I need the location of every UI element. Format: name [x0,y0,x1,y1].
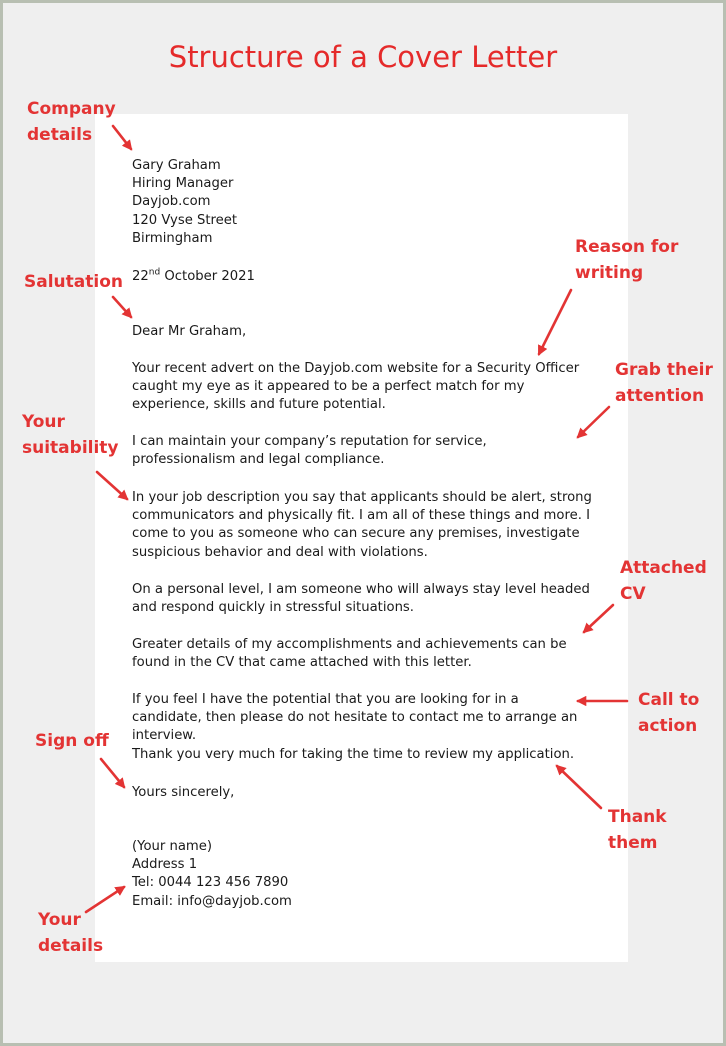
paragraph-text: On a personal level, I am someone who will always stay level headed and respond quickly in stressful situations. [132,582,590,616]
label-line: Thank [608,807,667,827]
date-suffix: nd [148,267,161,278]
paragraph-text: Greater details of my accomplishments and achievements can be found in the CV that came attached with this letter. [132,637,567,671]
label-line: Your [22,412,65,432]
recipient-block [132,157,592,248]
date-day: 22 [132,269,149,284]
label-line: CV [620,584,646,604]
recipient-company: Dayjob.com [132,194,211,210]
letter-signoff [132,784,592,802]
paragraph-attached-cv [132,636,592,672]
paragraph-personal [132,581,592,617]
paragraph-text: Your recent advert on the Dayjob.com website for a Security Officer caught my eye as it appeared to be a perfect match for my experience, skills and future potential. [132,361,580,413]
label-line: Attached [620,558,707,578]
recipient-name: Gary Graham [132,158,221,173]
label-company-details [27,96,116,148]
paragraph-thanks [132,746,592,764]
paragraph-text: Thank you very much for taking the time to review my application. [132,747,575,762]
label-reason-for-writing [575,234,678,286]
label-your-details [38,907,103,959]
sender-address: Address 1 [132,857,198,873]
label-salutation [24,269,123,295]
recipient-city: Birmingham [132,230,213,246]
sender-name: (Your name) [132,839,213,854]
label-line: details [38,936,104,956]
label-thank-them [608,804,667,856]
paragraph-text: In your job description you say that applicants should be alert, strong communicators and physically fit. I am all of these things and more. I come to you as someone who can secure any premises, investigate suspicious behavior and deal with violations. [132,490,592,560]
paragraph-reason [132,360,592,415]
sender-block [132,838,592,911]
label-line: Your [38,910,81,930]
label-grab-attention [615,357,713,409]
label-line: Salutation [24,272,123,292]
recipient-title: Hiring Manager [132,176,234,192]
label-line: Grab their [615,360,713,380]
paragraph-call-to-action [132,691,592,746]
paragraph-suitability [132,489,592,562]
signoff-text: Yours sincerely, [132,785,235,800]
letter-salutation [132,323,592,341]
label-line: suitability [22,438,119,458]
label-line: Company [27,99,116,119]
label-sign-off [35,728,109,754]
letter-date [132,268,592,286]
label-line: action [638,716,698,736]
label-line: them [608,833,658,853]
label-call-to-action [638,687,699,739]
label-your-suitability [22,409,119,461]
paragraph-attention [132,433,592,469]
sender-phone: Tel: 0044 123 456 7890 [132,875,289,891]
label-line: writing [575,263,644,283]
label-line: Sign off [35,731,109,751]
label-attached-cv [620,555,707,607]
label-line: details [27,125,93,145]
paragraph-text: If you feel I have the potential that you are looking for in a candidate, then please do not hesitate to contact me to arrange an interview. [132,692,578,744]
sender-email: Email: info@dayjob.com [132,893,292,909]
salutation-text: Dear Mr Graham, [132,324,247,339]
label-line: attention [615,386,705,406]
date-month-year: October 2021 [160,269,255,284]
paragraph-text: I can maintain your company’s reputation for service, professionalism and legal compliance. [132,434,487,468]
label-line: Call to [638,690,700,710]
recipient-street: 120 Vyse Street [132,212,238,228]
label-line: Reason for [575,237,679,257]
page-title: Structure of a Cover Letter [168,40,558,74]
